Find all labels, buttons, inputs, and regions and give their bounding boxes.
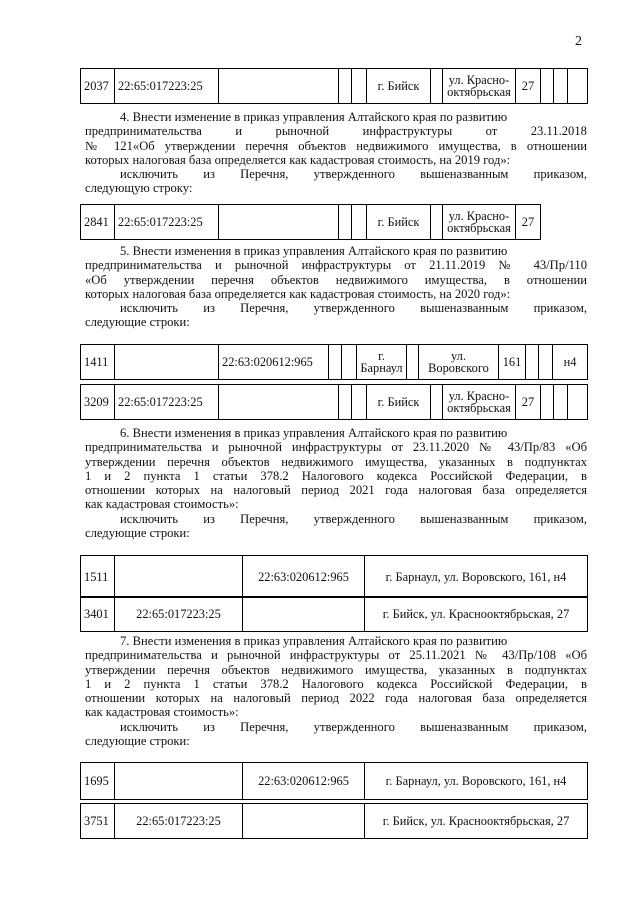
cell-street: ул. Воровского (419, 345, 499, 380)
cell-cadastral: 22:65:017223:25 (115, 385, 219, 420)
cell-address: г. Барнаул, ул. Воровского, 161, н4 (365, 763, 588, 800)
cell-street: ул. Красно- октябрьская (443, 385, 516, 420)
paragraph-4: 4. Внести изменение в приказ управления Алтайского края по развитию предпринимательства и рыночной инфраструктуры от 23.11.2018 № 121«Об утверждении перечня объектов недвижимого имущества, в отношении которых налоговая база определяется как кадастровая стоимость, на 2019 год»: исключить из Перечня, утвержденного вышеназванным приказом, следующую строку: (85, 110, 587, 196)
table-row (80, 803, 588, 839)
cell-cadastral: 22:63:020612:965 (219, 345, 329, 380)
paragraph-7: 7. Внести изменения в приказ управления Алтайского края по развитию предпринимательства и рыночной инфраструктуры от 25.11.2021 № 43/Пр/108 «Об утверждении перечня объектов недвижимого имущества, указанных в подпунктах 1 и 2 пункта 1 статьи 378.2 Налогового кодекса Российской Федерации, в отношении которых на налоговый период 2022 года налоговая база определяется как кадастровая стоимость»: исключить из Перечня, утвержденного вышеназванным приказом, следующие строки: (85, 634, 587, 749)
cell-street: ул. Красно- октябрьская (443, 205, 516, 240)
cell-number: 3401 (81, 597, 115, 632)
cell-city: г. Бийск (367, 69, 431, 104)
paragraph-6: 6. Внести изменения в приказ управления Алтайского края по развитию предпринимательства и рыночной инфраструктуры от 23.11.2020 № 43/Пр/83 «Об утверждении перечня объектов недвижимого имущества, указанных в подпунктах 1 и 2 пункта 1 статьи 378.2 Налогового кодекса Российской Федерации, в отношении которых на налоговый период 2021 года налоговая база определяется как кадастровая стоимость»: исключить из Перечня, утвержденного вышеназванным приказом, следующие строки: (85, 426, 587, 541)
table-row (80, 204, 541, 240)
cell-cadastral: 22:65:017223:25 (115, 69, 219, 104)
cell-cadastral: 22:63:020612:965 (243, 556, 365, 598)
cell-address: г. Барнаул, ул. Воровского, 161, н4 (365, 556, 588, 598)
cell-city: г. Барнаул (357, 345, 407, 380)
table-row (80, 344, 588, 380)
cell-number: 1695 (81, 763, 115, 800)
cell-city: г. Бийск (367, 385, 431, 420)
cell-number: 3751 (81, 804, 115, 839)
page-number: 2 (575, 34, 582, 49)
cell-number: 2037 (81, 69, 115, 104)
table-row (80, 555, 588, 598)
paragraph-5: 5. Внести изменения в приказ управления Алтайского края по развитию предпринимательства и рыночной инфраструктуры от 21.11.2019 № 43/Пр/110 «Об утверждении перечня объектов недвижимого имущества, в отношении которых налоговая база определяется как кадастровая стоимость, на 2020 год»: исключить из Перечня, утвержденного вышеназванным приказом, следующие строки: (85, 244, 587, 330)
cell-street: ул. Красно- октябрьская (443, 69, 516, 104)
cell-number: 2841 (81, 205, 115, 240)
cell-cadastral: 22:65:017223:25 (115, 804, 243, 839)
cell-city: г. Бийск (367, 205, 431, 240)
cell-number: 1511 (81, 556, 115, 598)
cell-number: 1411 (81, 345, 115, 380)
cell-room: н4 (553, 345, 588, 380)
cell-cadastral: 22:65:017223:25 (115, 597, 243, 632)
cell-address: г. Бийск, ул. Краснооктябрьская, 27 (365, 804, 588, 839)
table-row (80, 762, 588, 800)
table-row (80, 596, 588, 632)
cell-cadastral: 22:63:020612:965 (243, 763, 365, 800)
cell-house: 27 (516, 69, 541, 104)
table-row (80, 68, 588, 104)
cell-house: 27 (516, 205, 541, 240)
cell-cadastral: 22:65:017223:25 (115, 205, 219, 240)
table-row (80, 384, 588, 420)
cell-house: 161 (499, 345, 526, 380)
cell-number: 3209 (81, 385, 115, 420)
cell-address: г. Бийск, ул. Краснооктябрьская, 27 (365, 597, 588, 632)
cell-house: 27 (516, 385, 541, 420)
